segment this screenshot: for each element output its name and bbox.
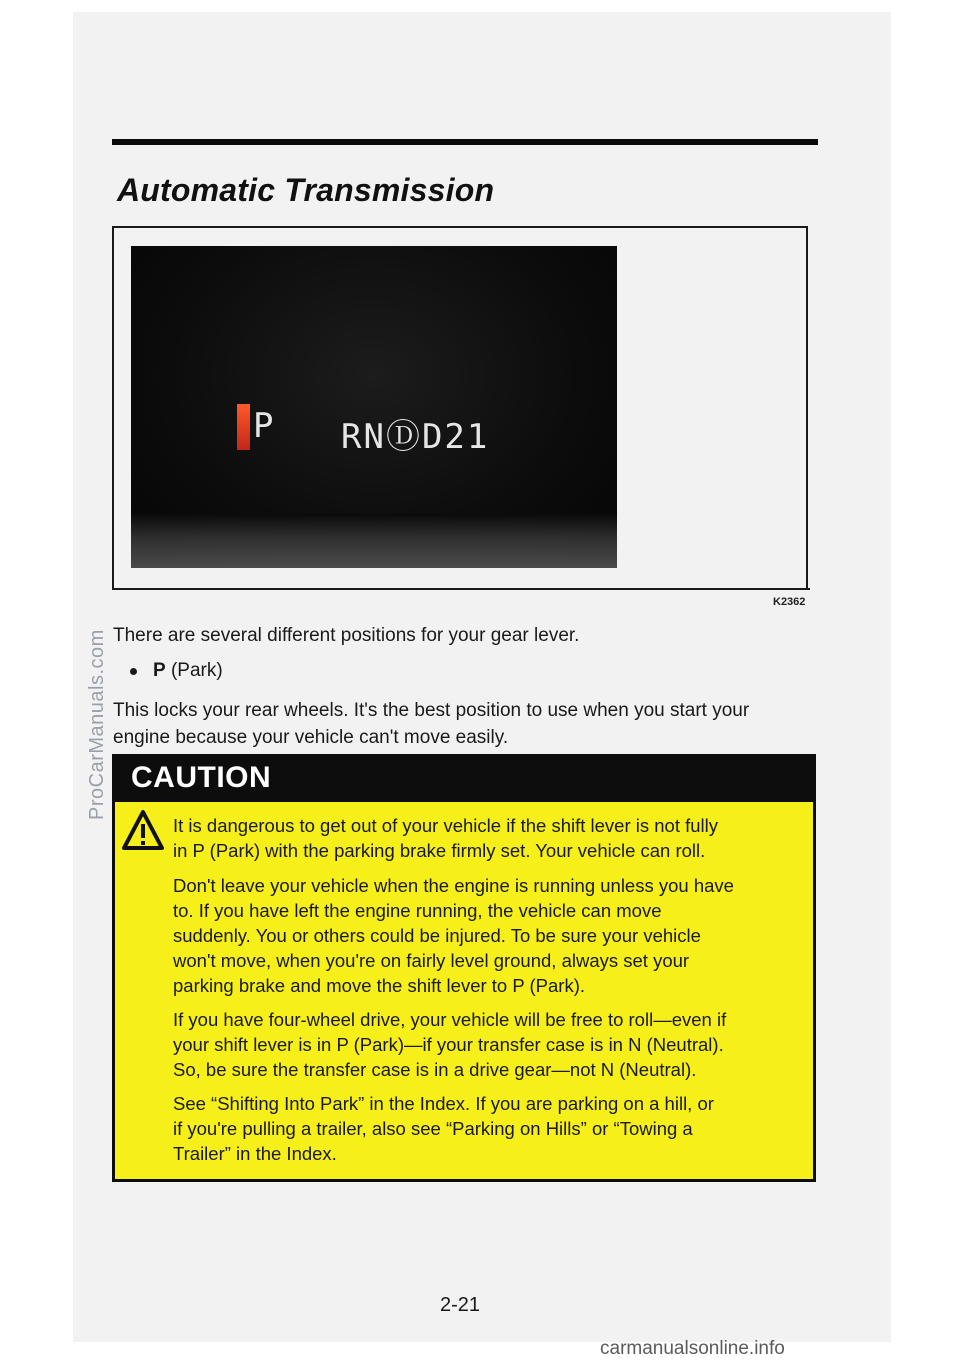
page-title: Automatic Transmission (117, 172, 495, 208)
caution-box (112, 754, 816, 1182)
caution-p2-line: won't move, when you're on fairly level ground, always set your (173, 950, 690, 971)
footer-watermark: carmanualsonline.info (600, 1338, 785, 1359)
page-number: 2-21 (440, 1294, 481, 1316)
header-rule (112, 139, 818, 145)
caution-header (115, 757, 813, 802)
caution-p1-line-1: It is dangerous to get out of your vehicle if the shift lever is not fully (173, 815, 719, 836)
caution-paragraph-2 (173, 873, 813, 998)
caution-p1-line-2: in P (Park) with the parking brake firmly set. Your vehicle can roll. (173, 840, 706, 861)
side-watermark: ProCarManuals.com (86, 629, 108, 820)
caution-p3-line: If you have four-wheel drive, your vehicle will be free to roll—even if (173, 1009, 727, 1030)
park-description-line-1: This locks your rear wheels. It's the best position to use when you start your (113, 700, 750, 721)
caution-p2-line: parking brake and move the shift lever to P (Park). (173, 975, 585, 996)
gear-other-labels: RNⒹD21 (341, 417, 490, 457)
gear-indicator-photo (131, 246, 617, 568)
caution-paragraph-3 (173, 1007, 813, 1082)
park-description-line-2: engine because your vehicle can't move easily. (113, 727, 509, 748)
caution-p2-line: Don't leave your vehicle when the engine is running unless you have (173, 875, 734, 896)
caution-paragraph-1 (173, 813, 813, 863)
caution-p2-line: suddenly. You or others could be injured. To be sure your vehicle (173, 925, 701, 946)
caution-title: CAUTION (131, 761, 272, 794)
caution-p4-line: See “Shifting Into Park” in the Index. If you are parking on a hill, or (173, 1093, 714, 1114)
warning-triangle-icon (122, 810, 164, 850)
bullet-icon (130, 668, 137, 675)
caution-p4-line: Trailer” in the Index. (173, 1143, 337, 1164)
caution-p3-line: So, be sure the transfer case is in a drive gear—not N (Neutral). (173, 1059, 697, 1080)
caution-p3-line: your shift lever is in P (Park)—if your transfer case is in N (Neutral). (173, 1034, 724, 1055)
gear-p-label: P (253, 406, 274, 446)
figure-code: K2362 (773, 596, 806, 608)
selected-gear-highlight (237, 404, 250, 450)
bullet-gear-name: (Park) (170, 660, 223, 681)
bullet-gear-letter: P (153, 660, 166, 681)
display-lower-strip (131, 514, 617, 568)
figure-rule (112, 588, 810, 590)
caution-p4-line: if you're pulling a trailer, also see “Parking on Hills” or “Towing a (173, 1118, 693, 1139)
bullet-item-park (153, 657, 223, 685)
caution-p2-line: to. If you have left the engine running, the vehicle can move (173, 900, 662, 921)
caution-paragraph-4 (173, 1091, 813, 1166)
intro-text: There are several different positions for your gear lever. (113, 625, 580, 646)
